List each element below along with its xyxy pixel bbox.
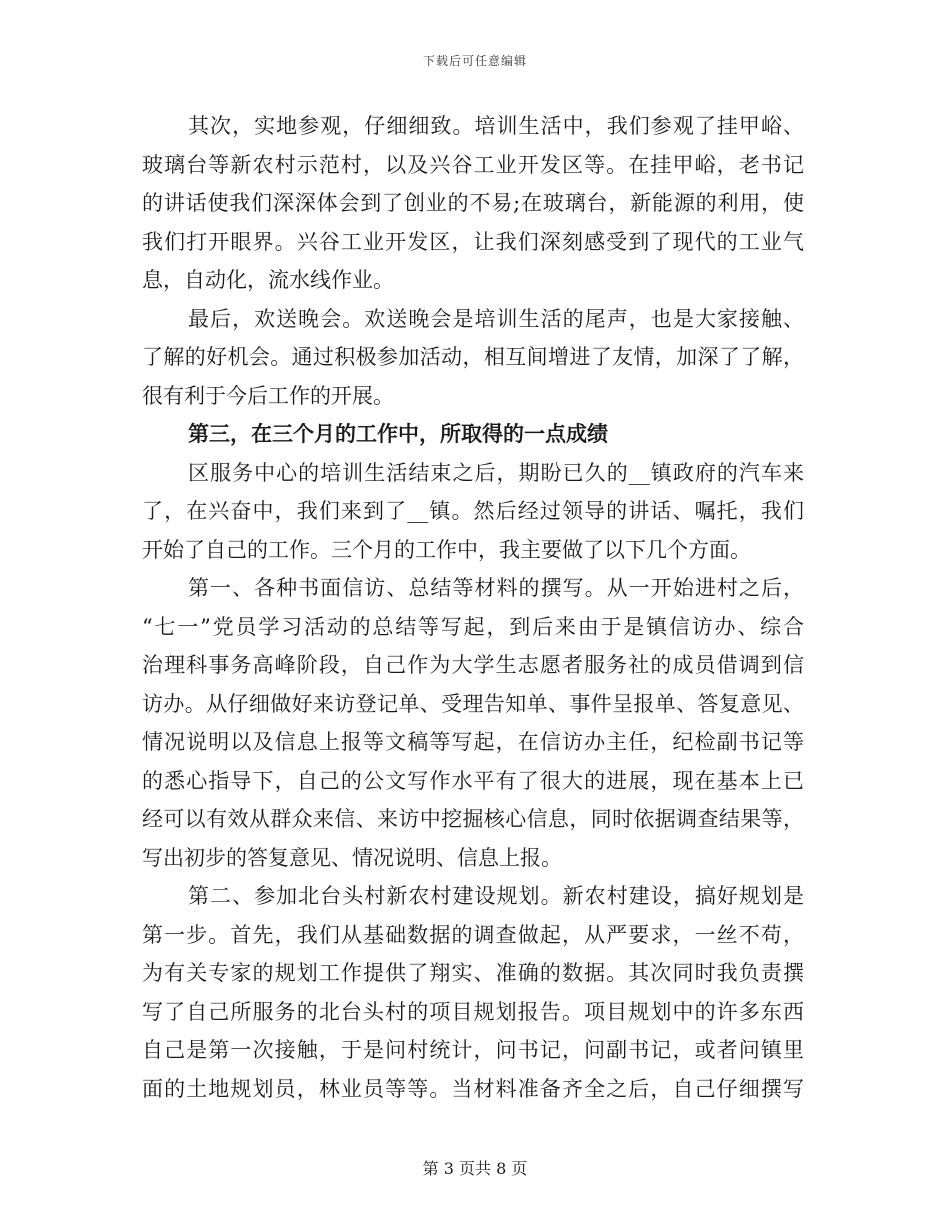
text-line: 为有关专家的规划工作提供了翔实、准确的数据。其次同时我负责撰	[142, 961, 804, 985]
text-line: 第一、各种书面信访、总结等材料的撰写。从一开始进村之后，	[188, 576, 804, 600]
text-line: 我们打开眼界。兴谷工业开发区，让我们深刻感受到了现代的工业气	[142, 229, 804, 254]
text-line: 了，在兴奋中，我们来到了__镇。然后经过领导的讲话、嘱托，我们	[142, 499, 804, 523]
text-line: 的悉心指导下，自己的公文写作水平有了很大的进展，现在基本上已	[142, 768, 804, 793]
text-line: 访办。从仔细做好来访登记单、受理告知单、事件呈报单、答复意见、	[142, 691, 804, 716]
text-line: 其次，实地参观，仔细细致。培训生活中，我们参观了挂甲峪、	[188, 114, 804, 138]
text-line: 第一步。首先，我们从基础数据的调查做起，从严要求，一丝不苟，	[142, 922, 804, 947]
text-line: 了解的好机会。通过积极参加活动，相互间增进了友情，加深了了解，	[142, 345, 804, 369]
text-line: 面的土地规划员，林业员等等。当材料准备齐全之后，自己仔细撰写	[142, 1076, 804, 1101]
header-note: 下载后可任意编辑	[422, 54, 527, 68]
text-line: 写了自己所服务的北台头村的项目规划报告。项目规划中的许多东西	[142, 999, 804, 1024]
text-line: 情况说明以及信息上报等文稿等写起，在信访办主任，纪检副书记等	[142, 730, 804, 754]
text-line: 自己是第一次接触，于是问村统计，问书记，问副书记，或者问镇里	[142, 1038, 804, 1062]
text-line: 治理科事务高峰阶段，自己作为大学生志愿者服务社的成员借调到信	[142, 653, 804, 677]
text-line: 区服务中心的培训生活结束之后，期盼已久的__镇政府的汽车来	[188, 460, 804, 485]
text-line: 玻璃台等新农村示范村，以及兴谷工业开发区等。在挂甲峪，老书记	[142, 152, 804, 177]
text-line: 的讲话使我们深深体会到了创业的不易;在玻璃台，新能源的利用，使	[142, 191, 804, 215]
document-body	[142, 107, 804, 1108]
text-line: “七一”党员学习活动的总结等写起，到后来由于是镇信访办、综合	[142, 614, 804, 639]
text-line: 写出初步的答复意见、情况说明、信息上报。	[142, 845, 562, 870]
text-line: 息，自动化，流水线作业。	[142, 268, 394, 292]
text-line: 很有利于今后工作的开展。	[142, 383, 394, 408]
text-line: 最后，欢送晚会。欢送晚会是培训生活的尾声，也是大家接触、	[188, 306, 804, 331]
text-line: 第二、参加北台头村新农村建设规划。新农村建设，搞好规划是	[188, 884, 804, 908]
text-line: 开始了自己的工作。三个月的工作中，我主要做了以下几个方面。	[142, 537, 751, 562]
section-heading: 第三，在三个月的工作中，所取得的一点成绩	[188, 422, 608, 446]
page-number: 第 3 页共 8 页	[422, 1159, 528, 1178]
text-line: 经可以有效从群众来信、来访中挖掘核心信息，同时依据调查结果等，	[142, 807, 804, 831]
